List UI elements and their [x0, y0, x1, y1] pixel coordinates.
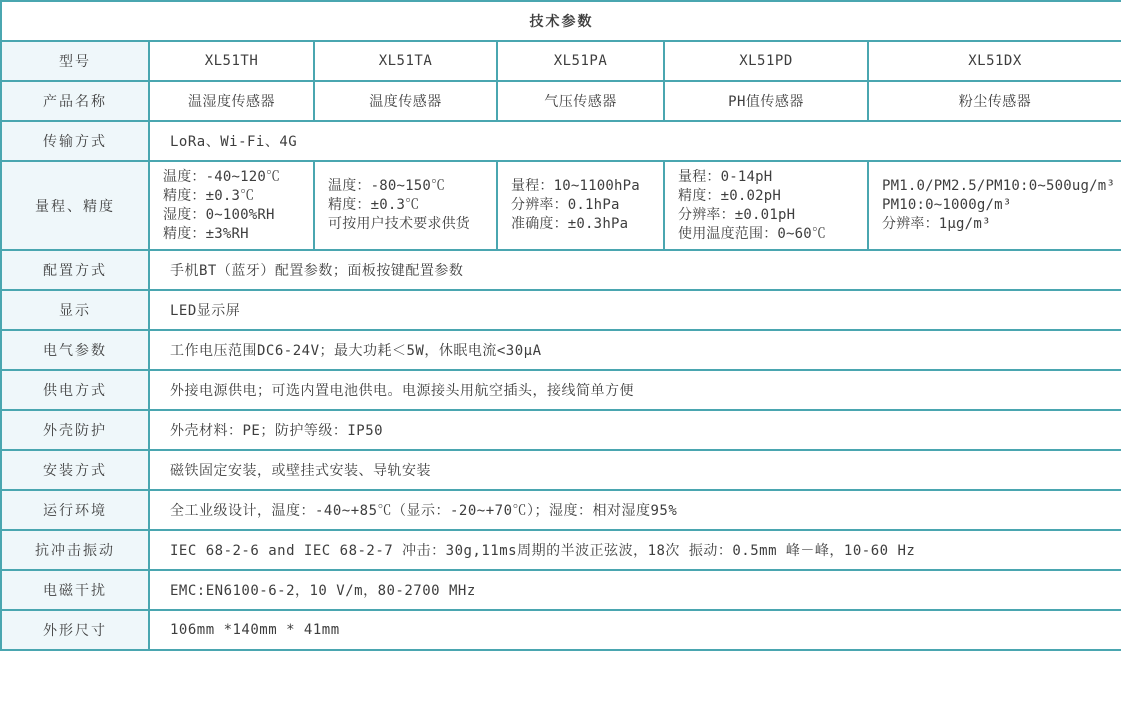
- spec-cell: PH值传感器: [664, 81, 868, 121]
- spec-line: 分辨率：±0.01pH: [678, 206, 796, 223]
- row-label: 外壳防护: [1, 410, 149, 450]
- spec-value: 工作电压范围DC6-24V；最大功耗＜5W，休眠电流<30μA: [149, 330, 1121, 370]
- spec-cell: [868, 161, 1121, 250]
- spec-cell: 气压传感器: [497, 81, 664, 121]
- spec-cell: [149, 161, 314, 250]
- row-label: 量程、精度: [1, 161, 149, 250]
- row-label: 传输方式: [1, 121, 149, 161]
- spec-cell: XL51DX: [868, 41, 1121, 81]
- spec-table-body: [1, 1, 1121, 650]
- spec-line: 分辨率：0.1hPa: [511, 197, 620, 213]
- table-row: [1, 250, 1121, 290]
- row-label: 显示: [1, 290, 149, 330]
- table-row: [1, 330, 1121, 370]
- spec-line: 分辨率：1μg/m³: [882, 216, 991, 232]
- spec-value: 全工业级设计，温度：-40~+85℃（显示：-20~+70℃）；湿度：相对湿度95%: [149, 490, 1121, 530]
- spec-cell: [314, 161, 497, 250]
- page-title: 技术参数: [1, 1, 1121, 41]
- table-row: [1, 121, 1121, 161]
- spec-line: 精度：±0.02pH: [678, 187, 782, 204]
- spec-line: 可按用户技术要求供货: [328, 216, 470, 232]
- spec-line: 使用温度范围：0~60℃: [678, 225, 827, 242]
- row-label: 运行环境: [1, 490, 149, 530]
- spec-cell: XL51TH: [149, 41, 314, 81]
- spec-cell: [664, 161, 868, 250]
- row-label: 抗冲击振动: [1, 530, 149, 570]
- spec-value: 106mm *140mm * 41mm: [149, 610, 1121, 650]
- table-row: [1, 610, 1121, 650]
- table-row: [1, 161, 1121, 250]
- table-row: [1, 290, 1121, 330]
- table-row: [1, 41, 1121, 81]
- spec-line: PM10:0~1000g/m³: [882, 197, 1012, 213]
- spec-value: 外接电源供电；可选内置电池供电。电源接头用航空插头，接线简单方便: [149, 370, 1121, 410]
- row-label: 电气参数: [1, 330, 149, 370]
- spec-value: LoRa、Wi-Fi、4G: [149, 121, 1121, 161]
- table-row: [1, 410, 1121, 450]
- table-row: [1, 490, 1121, 530]
- spec-value: 磁铁固定安装，或壁挂式安装、导轨安装: [149, 450, 1121, 490]
- spec-cell: 粉尘传感器: [868, 81, 1121, 121]
- spec-line: 湿度：0~100%RH: [163, 206, 275, 223]
- row-label: 供电方式: [1, 370, 149, 410]
- row-label: 产品名称: [1, 81, 149, 121]
- spec-cell: 温湿度传感器: [149, 81, 314, 121]
- spec-value: LED显示屏: [149, 290, 1121, 330]
- row-label: 安装方式: [1, 450, 149, 490]
- table-row: [1, 450, 1121, 490]
- spec-line: PM1.0/PM2.5/PM10:0~500ug/m³: [882, 178, 1115, 194]
- row-label: 配置方式: [1, 250, 149, 290]
- table-row: [1, 81, 1121, 121]
- spec-cell: XL51PA: [497, 41, 664, 81]
- spec-line: 精度：±3%RH: [163, 225, 249, 242]
- title-row: [1, 1, 1121, 41]
- table-row: [1, 530, 1121, 570]
- table-row: [1, 570, 1121, 610]
- spec-line: 量程：10~1100hPa: [511, 178, 640, 194]
- spec-cell: XL51TA: [314, 41, 497, 81]
- spec-value: IEC 68-2-6 and IEC 68-2-7 冲击：30g,11ms周期的半波正弦波，18次 振动：0.5mm 峰－峰，10-60 Hz: [149, 530, 1121, 570]
- table-row: [1, 370, 1121, 410]
- spec-cell: XL51PD: [664, 41, 868, 81]
- row-label: 型号: [1, 41, 149, 81]
- spec-cell: 温度传感器: [314, 81, 497, 121]
- row-label: 电磁干扰: [1, 570, 149, 610]
- spec-line: 温度：-40~120℃: [163, 168, 281, 185]
- spec-line: 量程：0-14pH: [678, 168, 773, 185]
- spec-value: 手机BT（蓝牙）配置参数；面板按键配置参数: [149, 250, 1121, 290]
- spec-value: EMC:EN6100-6-2，10 V/m，80-2700 MHz: [149, 570, 1121, 610]
- spec-cell: [497, 161, 664, 250]
- spec-line: 精度：±0.3℃: [328, 197, 420, 213]
- spec-line: 温度：-80~150℃: [328, 178, 446, 194]
- spec-value: 外壳材料：PE；防护等级：IP50: [149, 410, 1121, 450]
- spec-line: 精度：±0.3℃: [163, 187, 255, 204]
- row-label: 外形尺寸: [1, 610, 149, 650]
- spec-line: 准确度：±0.3hPa: [511, 216, 629, 232]
